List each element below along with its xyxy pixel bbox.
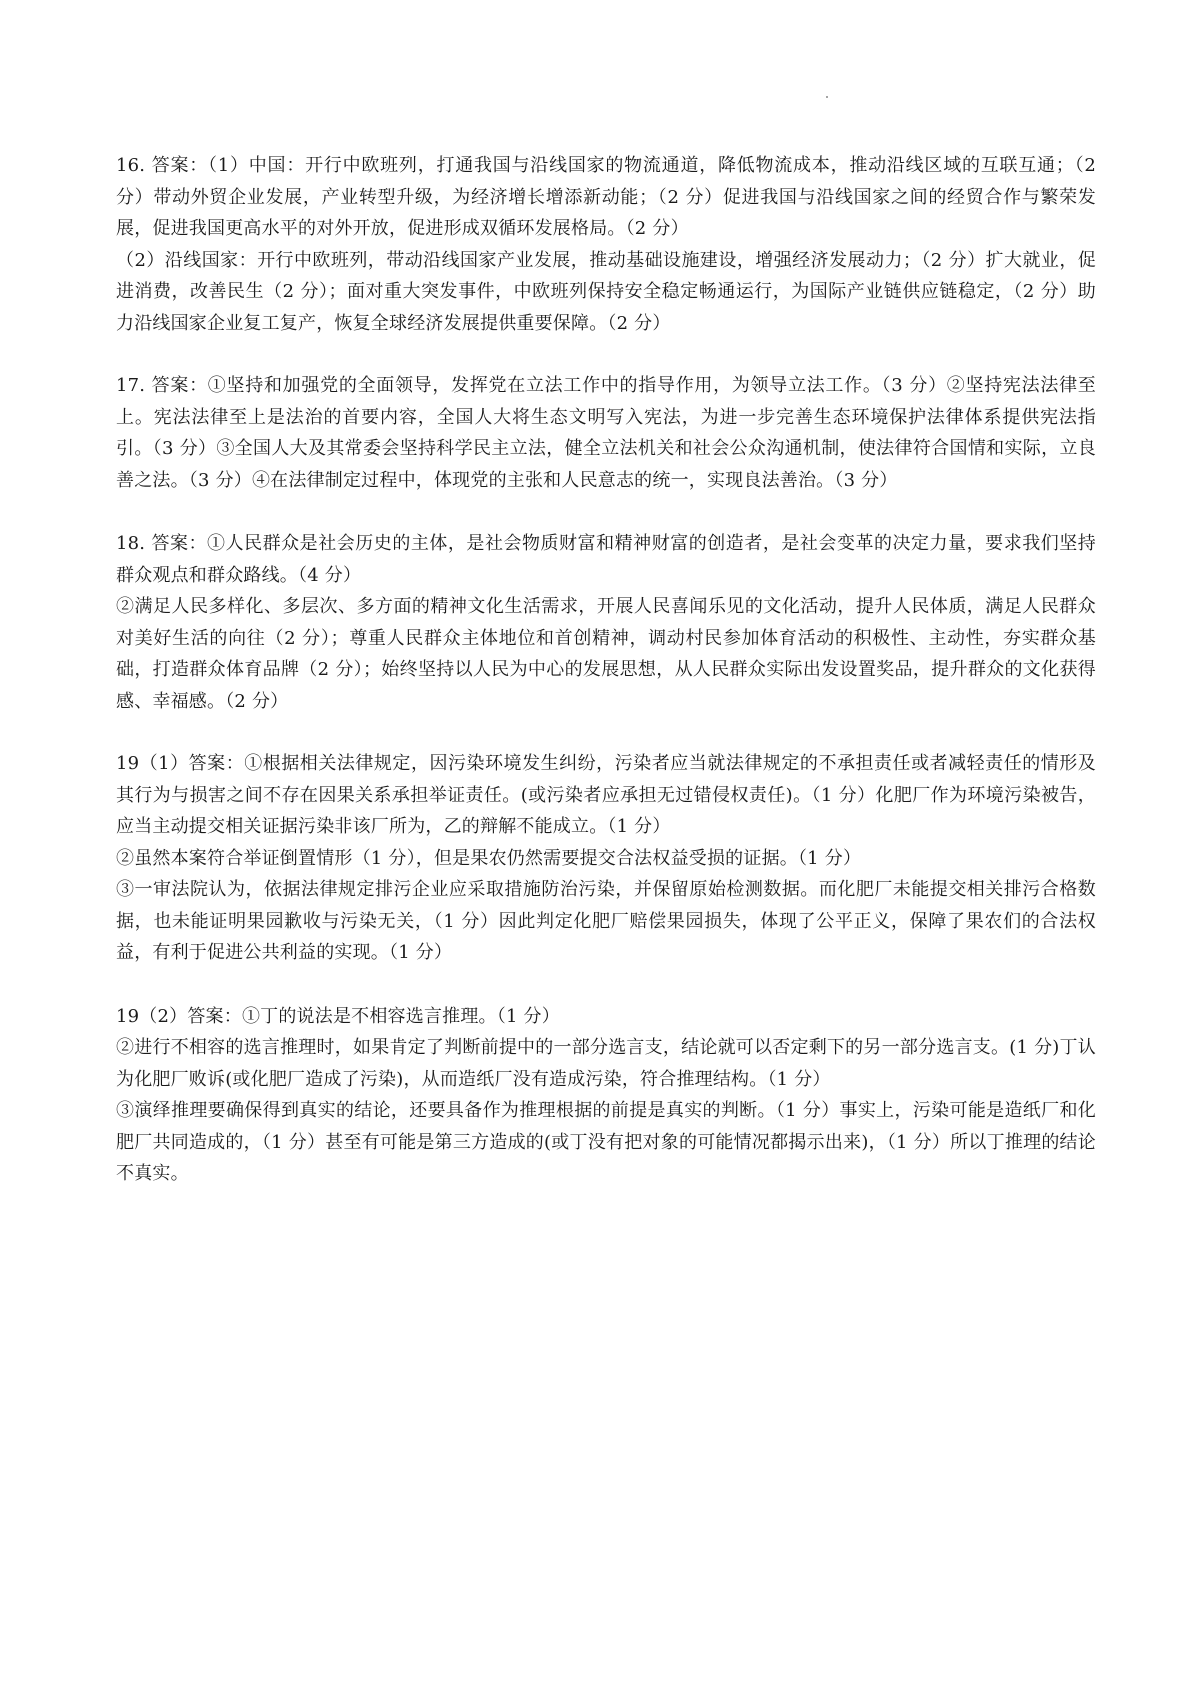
answer-block-19-2 (116, 1001, 1096, 1190)
answer-19-1-part-1: 19（1）答案：①根据相关法律规定，因污染环境发生纠纷，污染者应当就法律规定的不承担责任或者减轻责任的情形及其行为与损害之间不存在因果关系承担举证责任。(或污染者应承担无过错侵权责任)。（1 分）化肥厂作为环境污染被告，应当主动提交相关证据污染非该厂所为，乙的辩解不能成立。（1 分） (116, 753, 1096, 837)
answer-block-17 (116, 370, 1096, 496)
answer-19-1-part-2: ②虽然本案符合举证倒置情形（1 分），但是果农仍然需要提交合法权益受损的证据。（1 分） (116, 847, 862, 869)
answer-19-1-part-3: ③一审法院认为，依据法律规定排污企业应采取措施防治污染，并保留原始检测数据。而化肥厂未能提交相关排污合格数据，也未能证明果园歉收与污染无关，（1 分）因此判定化肥厂赔偿果园损失，体现了公平正义，保障了果农们的合法权益，有利于促进公共利益的实现。（1 分） (116, 879, 1096, 963)
answer-16-part-1: 16. 答案：（1）中国：开行中欧班列，打通我国与沿线国家的物流通道，降低物流成本，推动沿线区域的互联互通；（2 分）带动外贸企业发展，产业转型升级，为经济增长增添新动能；（2 分）促进我国与沿线国家之间的经贸合作与繁荣发展，促进我国更高水平的对外开放，促进形成双循环发展格局。（2 分） (116, 155, 1096, 239)
answer-content (116, 150, 1096, 1221)
answer-block-19-1 (116, 748, 1096, 969)
answer-18-part-1: 18. 答案：①人民群众是社会历史的主体，是社会物质财富和精神财富的创造者，是社会变革的决定力量，要求我们坚持群众观点和群众路线。（4 分） (116, 533, 1096, 586)
answer-17-text: 17. 答案：①坚持和加强党的全面领导，发挥党在立法工作中的指导作用，为领导立法工作。（3 分）②坚持宪法法律至上。宪法法律至上是法治的首要内容，全国人大将生态文明写入宪法，为进一步完善生态环境保护法律体系提供宪法指引。（3 分）③全国人大及其常委会坚持科学民主立法，健全立法机关和社会公众沟通机制，使法律符合国情和实际，立良善之法。（3 分）④在法律制定过程中，体现党的主张和人民意志的统一，实现良法善治。（3 分） (116, 375, 1096, 491)
answer-16-part-2: （2）沿线国家：开行中欧班列，带动沿线国家产业发展，推动基础设施建设，增强经济发展动力；（2 分）扩大就业，促进消费，改善民生（2 分）；面对重大突发事件，中欧班列保持安全稳定畅通运行，为国际产业链供应链稳定，（2 分）助力沿线国家企业复工复产，恢复全球经济发展提供重要保障。（2 分） (116, 249, 1096, 334)
page-speck (826, 96, 828, 98)
answer-19-2-part-3: ③演绎推理要确保得到真实的结论，还要具备作为推理根据的前提是真实的判断。（1 分）事实上，污染可能是造纸厂和化肥厂共同造成的，（1 分）甚至有可能是第三方造成的(或丁没有把对象的可能情况都揭示出来)，（1 分）所以丁推理的结论不真实。 (116, 1100, 1096, 1184)
answer-block-16 (116, 150, 1096, 339)
answer-18-part-2: ②满足人民多样化、多层次、多方面的精神文化生活需求，开展人民喜闻乐见的文化活动，提升人民体质，满足人民群众对美好生活的向往（2 分）；尊重人民群众主体地位和首创精神，调动村民参加体育活动的积极性、主动性，夯实群众基础，打造群众体育品牌（2 分）；始终坚持以人民为中心的发展思想，从人民群众实际出发设置奖品，提升群众的文化获得感、幸福感。（2 分） (116, 596, 1096, 712)
answer-block-18 (116, 528, 1096, 717)
answer-19-2-part-2: ②进行不相容的选言推理时，如果肯定了判断前提中的一部分选言支，结论就可以否定剩下的另一部分选言支。(1 分)丁认为化肥厂败诉(或化肥厂造成了污染)，从而造纸厂没有造成污染，符合推理结构。（1 分） (116, 1037, 1096, 1090)
answer-19-2-part-1: 19（2）答案：①丁的说法是不相容选言推理。（1 分） (116, 1005, 560, 1027)
